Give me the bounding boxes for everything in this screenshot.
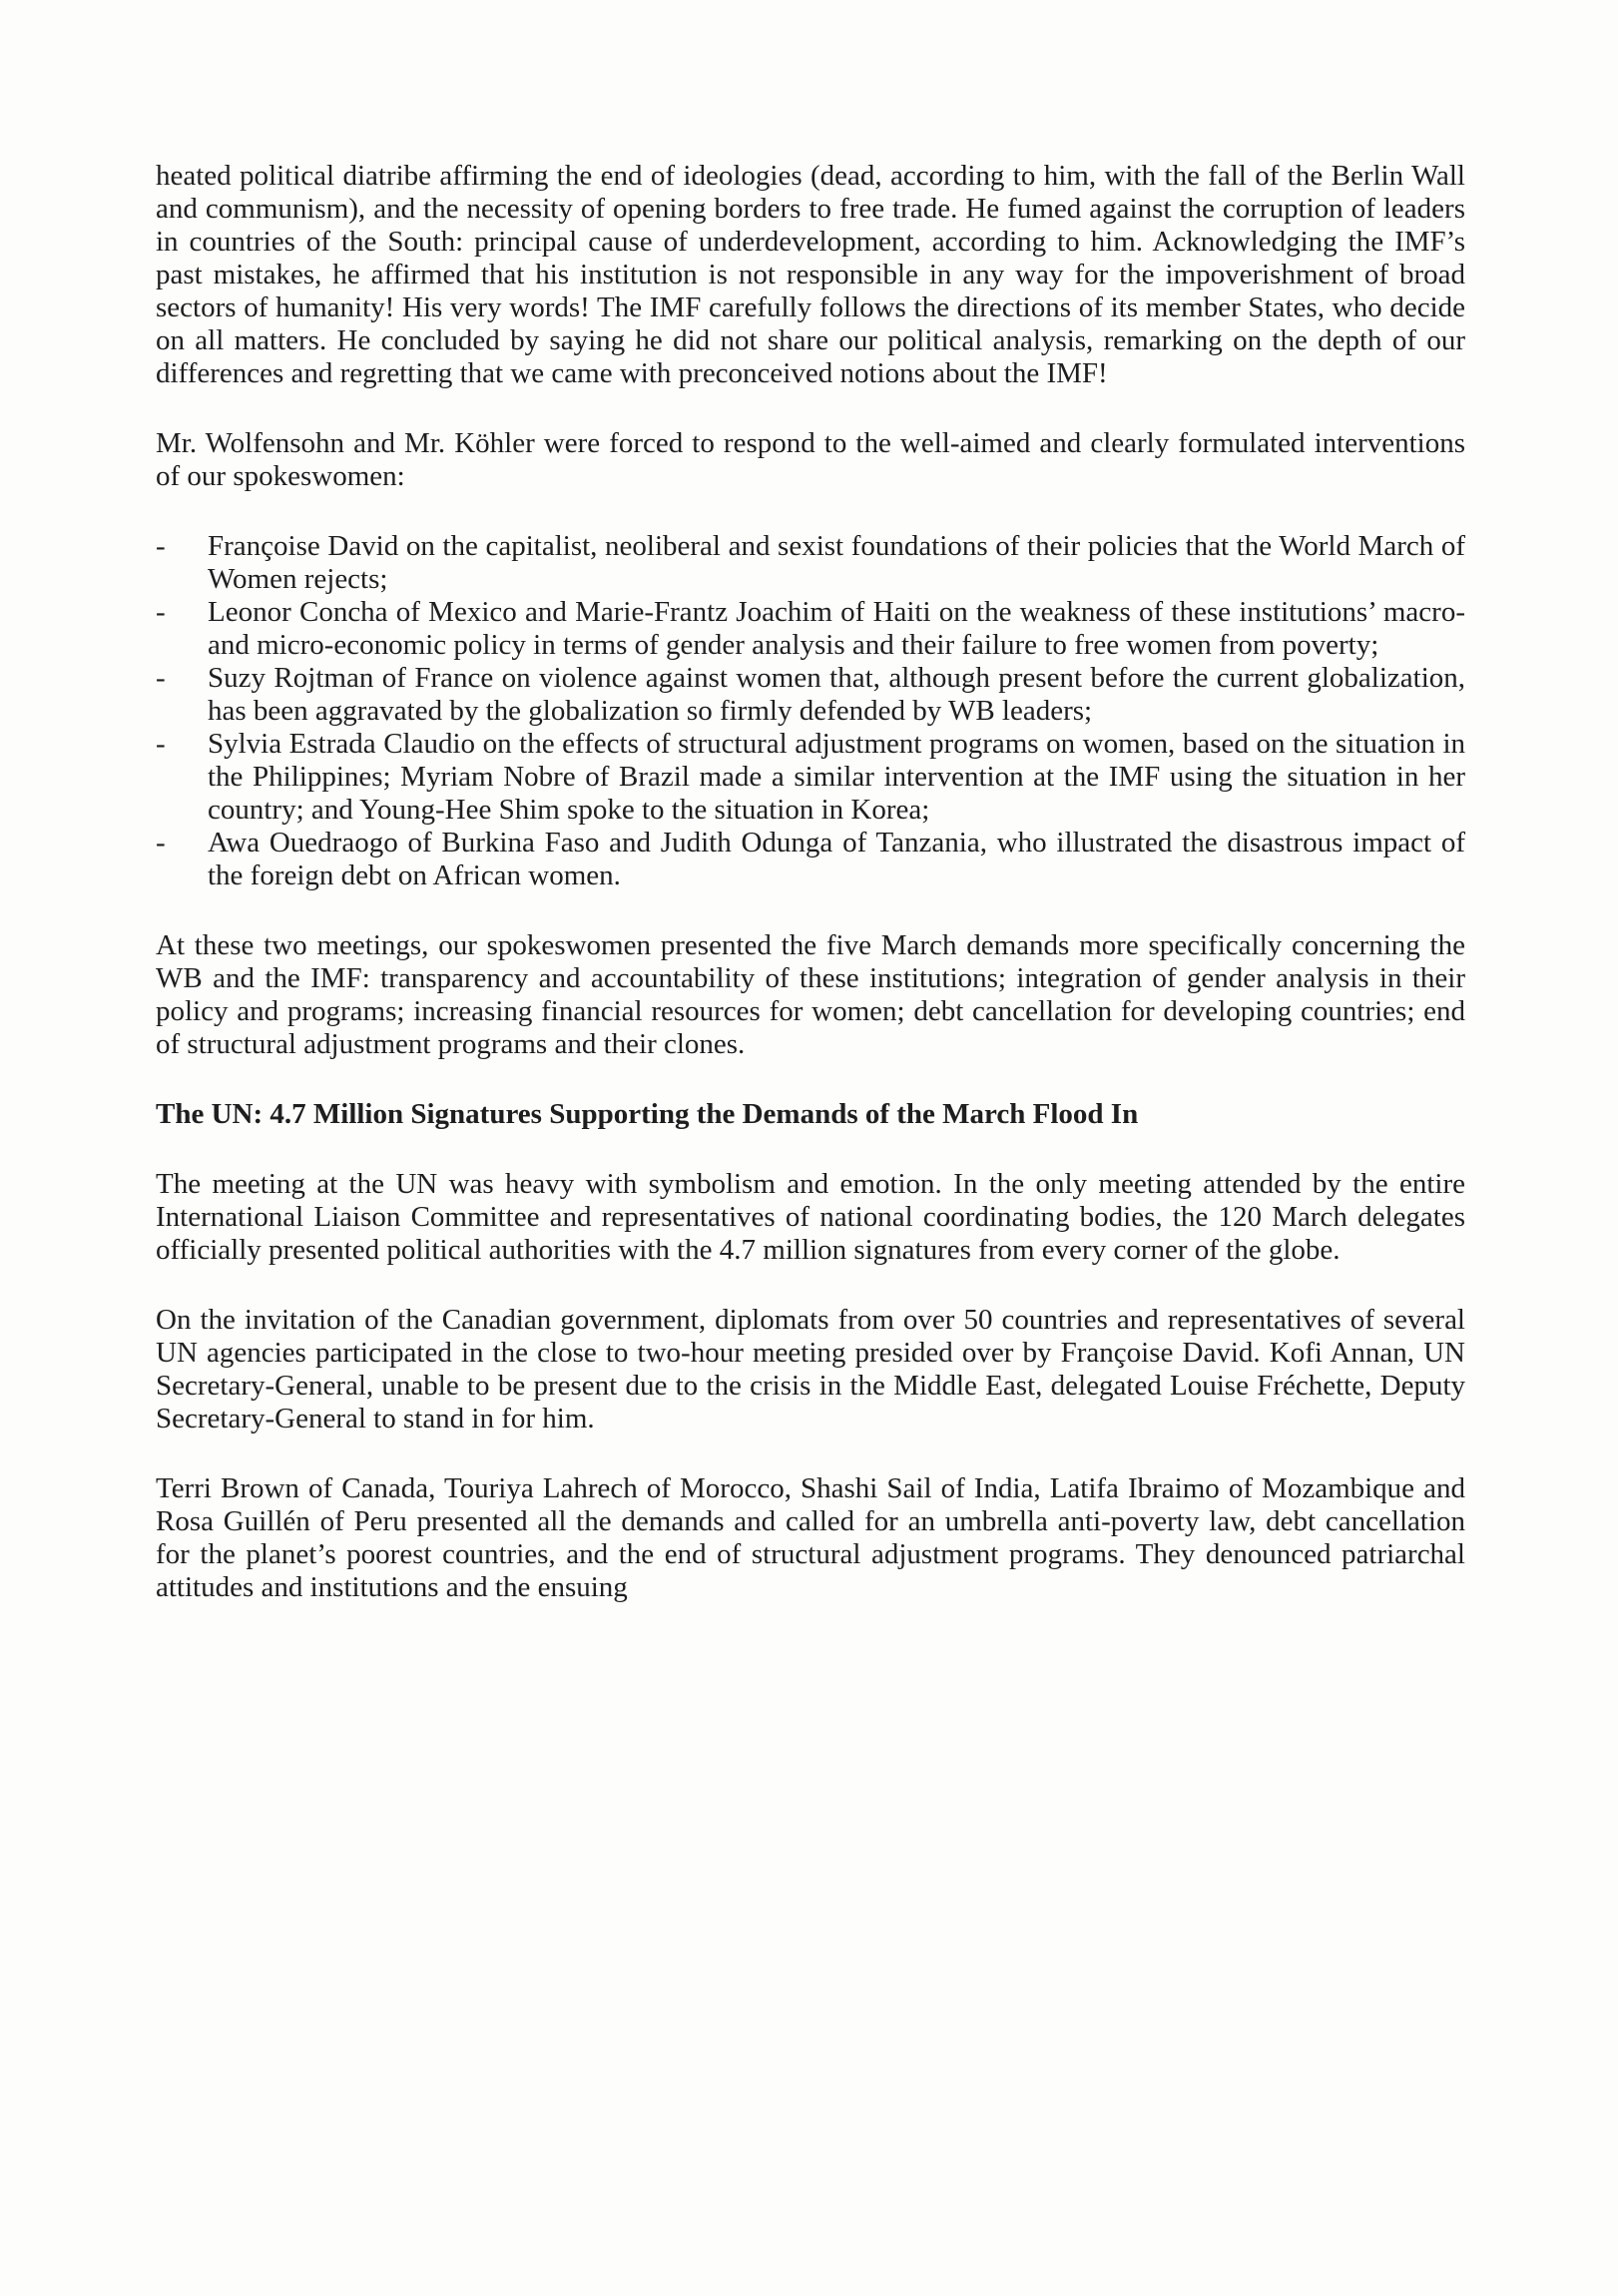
paragraph-canadian-invitation: On the invitation of the Canadian government, diplomats from over 50 countries and representatives of several UN agencies participated in the close to two-hour meeting presided over by Françoise David. Kofi Annan, UN Secretary-General, unable to be present due to the crisis in the Middle East, delegated Louise Fréchette, Deputy Secretary-General to stand in for him. — [156, 1304, 1465, 1435]
list-item: - Françoise David on the capitalist, neoliberal and sexist foundations of their policies that the World March of Women rejects; — [156, 530, 1465, 596]
list-item: - Sylvia Estrada Claudio on the effects of structural adjustment programs on women, based on the situation in the Philippines; Myriam Nobre of Brazil made a similar intervention at the IMF using the situation in her country; and Young-Hee Shim spoke to the situation in Korea; — [156, 728, 1465, 827]
paragraph-five-demands: At these two meetings, our spokeswomen presented the five March demands more specifically concerning the WB and the IMF: transparency and accountability of these institutions; integration of gender analysis in their policy and programs; increasing financial resources for women; debt cancellation for developing countries; end of structural adjustment programs and their clones. — [156, 929, 1465, 1060]
section-heading-un: The UN: 4.7 Million Signatures Supporting the Demands of the March Flood In — [156, 1098, 1139, 1130]
paragraph-un-meeting: The meeting at the UN was heavy with symbolism and emotion. In the only meeting attended by the entire International Liaison Committee and representatives of national coordinating bodies, the 120 March delegates officially presented political authorities with the 4.7 million signatures from every corner of the globe. — [156, 1168, 1465, 1266]
list-item: - Awa Ouedraogo of Burkina Faso and Judith Odunga of Tanzania, who illustrated the disastrous impact of the foreign debt on African women. — [156, 827, 1465, 892]
paragraph-imf-diatribe: heated political diatribe affirming the end of ideologies (dead, according to him, with the fall of the Berlin Wall and communism), and the necessity of opening borders to free trade. He fumed against the corruption of leaders in countries of the South: principal cause of underdevelopment, according to him. Acknowledging the IMF’s past mistakes, he affirmed that his institution is not responsible in any way for the impoverishment of broad sectors of humanity! His very words! The IMF carefully follows the directions of its member States, who decide on all matters. He concluded by saying he did not share our political analysis, remarking on the depth of our differences and regretting that we came with preconceived notions about the IMF! — [156, 160, 1465, 389]
list-item: - Leonor Concha of Mexico and Marie-Frantz Joachim of Haiti on the weakness of these institutions’ macro- and micro-economic policy in terms of gender analysis and their failure to free women from poverty; — [156, 596, 1465, 662]
paragraph-spokeswomen-demands: Terri Brown of Canada, Touriya Lahrech of Morocco, Shashi Sail of India, Latifa Ibraimo of Mozambique and Rosa Guillén of Peru presented all the demands and called for an umbrella anti-poverty law, debt cancellation for the planet’s poorest countries, and the end of structural adjustment programs. They denounced patriarchal attitudes and institutions and the ensuing — [156, 1472, 1465, 1603]
paragraph-interventions-intro: Mr. Wolfensohn and Mr. Köhler were forced to respond to the well-aimed and clearly formulated interventions of our spokeswomen: — [156, 427, 1465, 492]
document-page — [156, 160, 1465, 1641]
interventions-list — [156, 530, 1465, 892]
list-item: - Suzy Rojtman of France on violence against women that, although present before the current globalization, has been aggravated by the globalization so firmly defended by WB leaders; — [156, 662, 1465, 728]
